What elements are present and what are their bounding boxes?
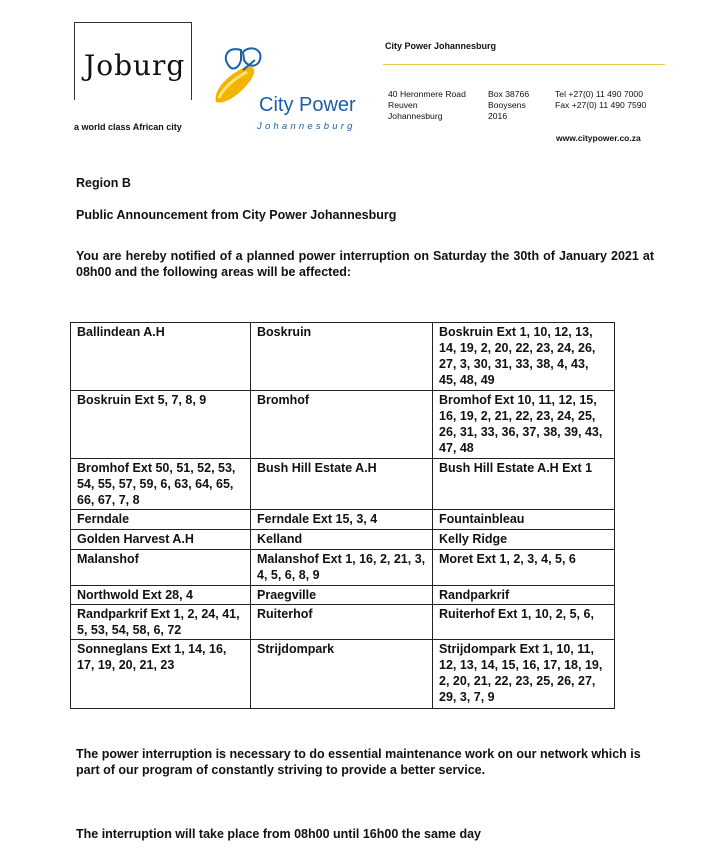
address-line: 40 Heronmere Road [388,89,466,99]
table-row [71,323,615,391]
street-address [388,89,466,122]
maintenance-paragraph: The power interruption is necessary to do essential maintenance work on our network which is part of our program of constantly striving to provide a better service. [76,747,641,777]
announcement-heading: Public Announcement from City Power Johannesburg [76,208,397,222]
interruption-time-paragraph: The interruption will take place from 08h00 until 16h00 the same day [76,827,481,841]
area-cell: Strijdompark Ext 1, 10, 11, 12, 13, 14, 15, 16, 17, 18, 19, 2, 20, 21, 22, 23, 25, 26, 27, 29, 3, 7, 9 [433,640,615,709]
interruption-notice: You are hereby notified of a planned power interruption on Saturday the 30th of January 2021 at 08h00 and the following areas will be affected: [76,249,654,279]
area-cell: Strijdompark [251,640,433,709]
city-power-name: City Power [259,94,356,116]
area-cell: Boskruin Ext 5, 7, 8, 9 [71,391,251,459]
area-cell: Ballindean A.H [71,323,251,391]
postal-address [488,89,529,122]
table-row [71,530,615,550]
area-cell: Bush Hill Estate A.H [251,459,433,510]
table-row [71,459,615,510]
area-cell: Bromhof [251,391,433,459]
website-link[interactable]: www.citypower.co.za [556,133,641,143]
region-heading: Region B [76,176,131,190]
area-cell: Malanshof [71,550,251,586]
area-cell: Sonneglans Ext 1, 14, 16, 17, 19, 20, 21, 23 [71,640,251,709]
telephone: Tel +27(0) 11 490 7000 [555,89,643,99]
area-cell: Kelly Ridge [433,530,615,550]
table-row [71,605,615,640]
table-row [71,510,615,530]
area-cell: Praegville [251,586,433,605]
area-cell: Golden Harvest A.H [71,530,251,550]
address-line: Box 38766 [488,89,530,99]
area-cell: Ferndale [71,510,251,530]
area-cell: Ruiterhof [251,605,433,640]
area-cell: Fountainbleau [433,510,615,530]
joburg-logo: Joburg [84,49,186,82]
area-cell: Randparkrif [433,586,615,605]
table-row [71,586,615,605]
table-row [71,640,615,709]
org-name: City Power Johannesburg [385,41,497,51]
area-cell: Ferndale Ext 15, 3, 4 [251,510,433,530]
area-cell: Moret Ext 1, 2, 3, 4, 5, 6 [433,550,615,586]
address-line: Reuven [388,100,418,110]
address-line: Booysens [488,100,526,110]
area-cell: Bromhof Ext 50, 51, 52, 53, 54, 55, 57, 59, 6, 63, 64, 65, 66, 67, 7, 8 [71,459,251,510]
area-cell: Kelland [251,530,433,550]
contact-numbers [555,89,646,111]
area-cell: Malanshof Ext 1, 16, 2, 21, 3, 4, 5, 6, 8, 9 [251,550,433,586]
city-power-subtitle: Johannesburg [257,121,356,132]
area-cell: Bush Hill Estate A.H Ext 1 [433,459,615,510]
address-line: 2016 [488,111,508,121]
area-cell: Northwold Ext 28, 4 [71,586,251,605]
fax: Fax +27(0) 11 490 7590 [555,100,647,110]
area-cell: Boskruin [251,323,433,391]
joburg-tagline: a world class African city [74,122,182,132]
table-row [71,391,615,459]
area-cell: Bromhof Ext 10, 11, 12, 15, 16, 19, 2, 21, 22, 23, 24, 25, 26, 31, 33, 36, 37, 38, 39, 43, 47, 48 [433,391,615,459]
affected-areas-table [70,322,615,709]
address-line: Johannesburg [388,111,443,121]
header-divider [383,64,665,65]
area-cell: Boskruin Ext 1, 10, 12, 13, 14, 19, 2, 20, 22, 23, 24, 26, 27, 3, 30, 31, 33, 38, 4, 43, 45, 48, 49 [433,323,615,391]
table-row [71,550,615,586]
area-cell: Ruiterhof Ext 1, 10, 2, 5, 6, [433,605,615,640]
area-cell: Randparkrif Ext 1, 2, 24, 41, 5, 53, 54, 58, 6, 72 [71,605,251,640]
